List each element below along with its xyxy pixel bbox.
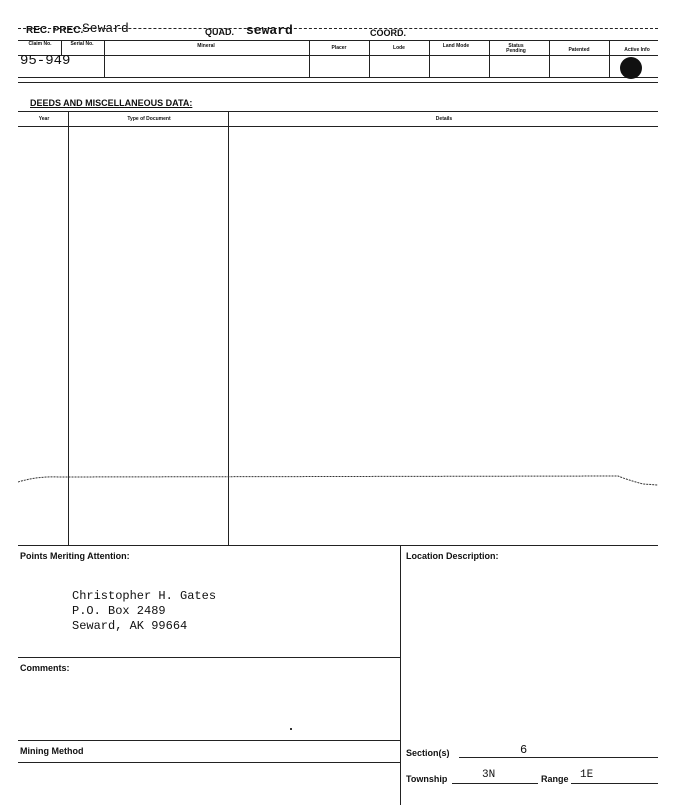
claim-col-divider-3 <box>309 40 310 77</box>
claim-no-header: Claim No. <box>28 41 52 47</box>
deeds-top-line <box>18 111 658 112</box>
range-label: Range <box>541 774 569 784</box>
serial-no-header: Serial No. <box>70 41 94 47</box>
township-underline <box>452 783 538 784</box>
range-value: 1E <box>580 769 594 781</box>
claim-col-divider-2 <box>104 40 105 77</box>
active-marker-dot <box>620 57 642 79</box>
township-value: 3N <box>482 769 496 781</box>
claim-col-divider-5 <box>429 40 430 77</box>
deeds-header-line <box>18 126 658 127</box>
year-header: Year <box>38 116 50 122</box>
claim-table-bottom-line <box>18 77 658 78</box>
deeds-bottom-line <box>18 545 658 546</box>
coord-label: COORD. <box>370 28 406 38</box>
township-label: Township <box>406 774 448 784</box>
active-info-header: Active Info <box>624 47 650 53</box>
mineral-header: Mineral <box>197 43 215 49</box>
lode-header: Lode <box>393 45 405 51</box>
address-line-1: Christopher H. Gates <box>72 589 217 603</box>
section-underline <box>459 757 658 758</box>
location-description-label: Location Description: <box>406 551 499 561</box>
claim-col-divider-7 <box>549 40 550 77</box>
points-meriting-label: Points Meriting Attention: <box>20 551 130 561</box>
address-line-2: P.O. Box 2489 <box>72 604 166 618</box>
mining-method-underline <box>18 762 400 763</box>
page-fold-line <box>18 468 658 492</box>
claim-col-divider-6 <box>489 40 490 77</box>
lower-divider <box>400 545 401 805</box>
section-value: 6 <box>520 743 528 757</box>
address-line-3: Seward, AK 99664 <box>72 619 188 633</box>
quad-value: seward <box>246 23 293 38</box>
mining-method-label: Mining Method <box>20 746 84 756</box>
comments-label: Comments: <box>20 663 70 673</box>
claim-table-mid-line <box>18 55 658 56</box>
land-mode-header: Land Mode <box>442 43 470 49</box>
deeds-title: DEEDS AND MISCELLANEOUS DATA: <box>30 98 193 108</box>
status-pending-header: Status Pending <box>506 43 526 54</box>
comments-top-line <box>18 657 400 658</box>
claim-col-divider-4 <box>369 40 370 77</box>
type-of-document-header: Type of Document <box>127 116 171 122</box>
rec-prec-label: REC. PREC. <box>26 25 84 36</box>
mining-method-top-line <box>18 740 400 741</box>
range-underline <box>571 783 658 784</box>
claim-no-value: 95-949 <box>20 53 71 69</box>
quad-label: QUAD. <box>205 27 234 37</box>
claim-table-top-line <box>18 40 658 41</box>
section-label: Section(s) <box>406 748 450 758</box>
stray-mark <box>290 728 292 730</box>
claim-col-divider-8 <box>609 40 610 77</box>
rec-prec-value: Seward <box>82 21 129 36</box>
patented-header: Patented <box>568 47 590 53</box>
placer-header: Placer <box>331 45 347 51</box>
details-header: Details <box>435 116 453 122</box>
claim-table-underline <box>18 82 658 83</box>
